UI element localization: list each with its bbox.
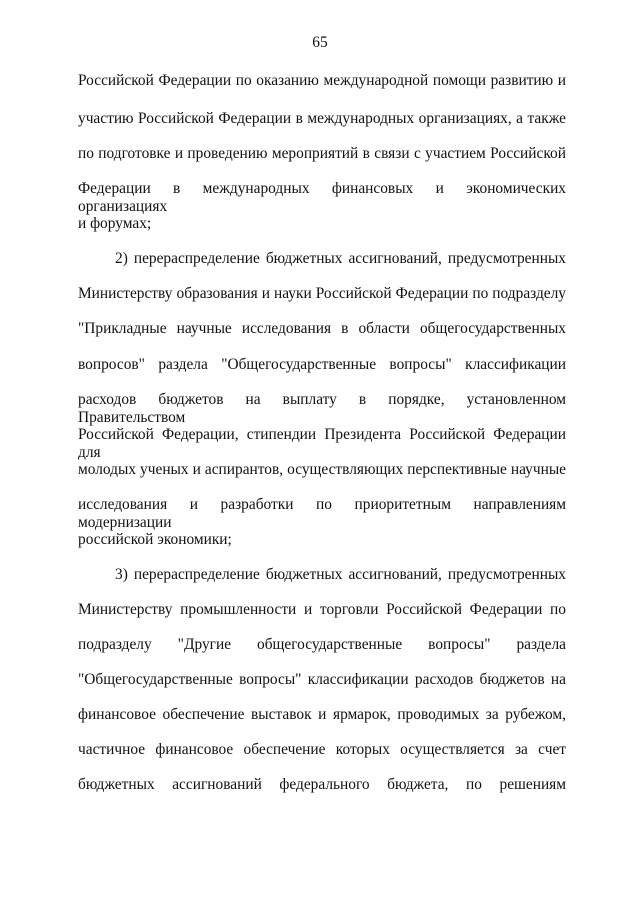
text-line: "Общегосударственные вопросы" классификации расходов бюджетов на: [78, 671, 566, 688]
text-line: финансовое обеспечение выставок и ярмарок, проводимых за рубежом,: [78, 706, 566, 723]
text-line: и форумах;: [78, 215, 152, 232]
text-line: исследования и разработки по приоритетным направлениям модернизации: [78, 496, 566, 531]
page-number: 65: [312, 34, 328, 51]
text-line: "Прикладные научные исследования в области общегосударственных: [78, 320, 566, 337]
text-line: подразделу "Другие общегосударственные вопросы" раздела: [78, 636, 566, 653]
text-line: Министерству образования и науки Российской Федерации по подразделу: [78, 285, 566, 302]
text-line: бюджетных ассигнований федерального бюджета, по решениям: [78, 776, 566, 793]
text-line: Министерству промышленности и торговли Российской Федерации по: [78, 601, 566, 618]
text-line: расходов бюджетов на выплату в порядке, установленном Правительством: [78, 391, 566, 426]
text-line: Федерации в международных финансовых и экономических организациях: [78, 180, 566, 215]
text-line: частичное финансовое обеспечение которых осуществляется за счет: [78, 741, 566, 758]
text-line: по подготовке и проведению мероприятий в связи с участием Российской: [78, 145, 566, 162]
text-line: Российской Федерации, стипендии Президента Российской Федерации для: [78, 426, 566, 461]
text-line: молодых ученых и аспирантов, осуществляющих перспективные научные: [78, 461, 566, 478]
text-line: российской экономики;: [78, 531, 232, 548]
text-line: Российской Федерации по оказанию международной помощи развитию и: [78, 72, 566, 89]
text-line: вопросов" раздела "Общегосударственные вопросы" классификации: [78, 356, 566, 373]
text-line: 3) перераспределение бюджетных ассигнований, предусмотренных: [115, 566, 566, 583]
text-line: 2) перераспределение бюджетных ассигнований, предусмотренных: [115, 250, 566, 267]
text-line: участию Российской Федерации в международных организациях, а также: [78, 110, 566, 127]
